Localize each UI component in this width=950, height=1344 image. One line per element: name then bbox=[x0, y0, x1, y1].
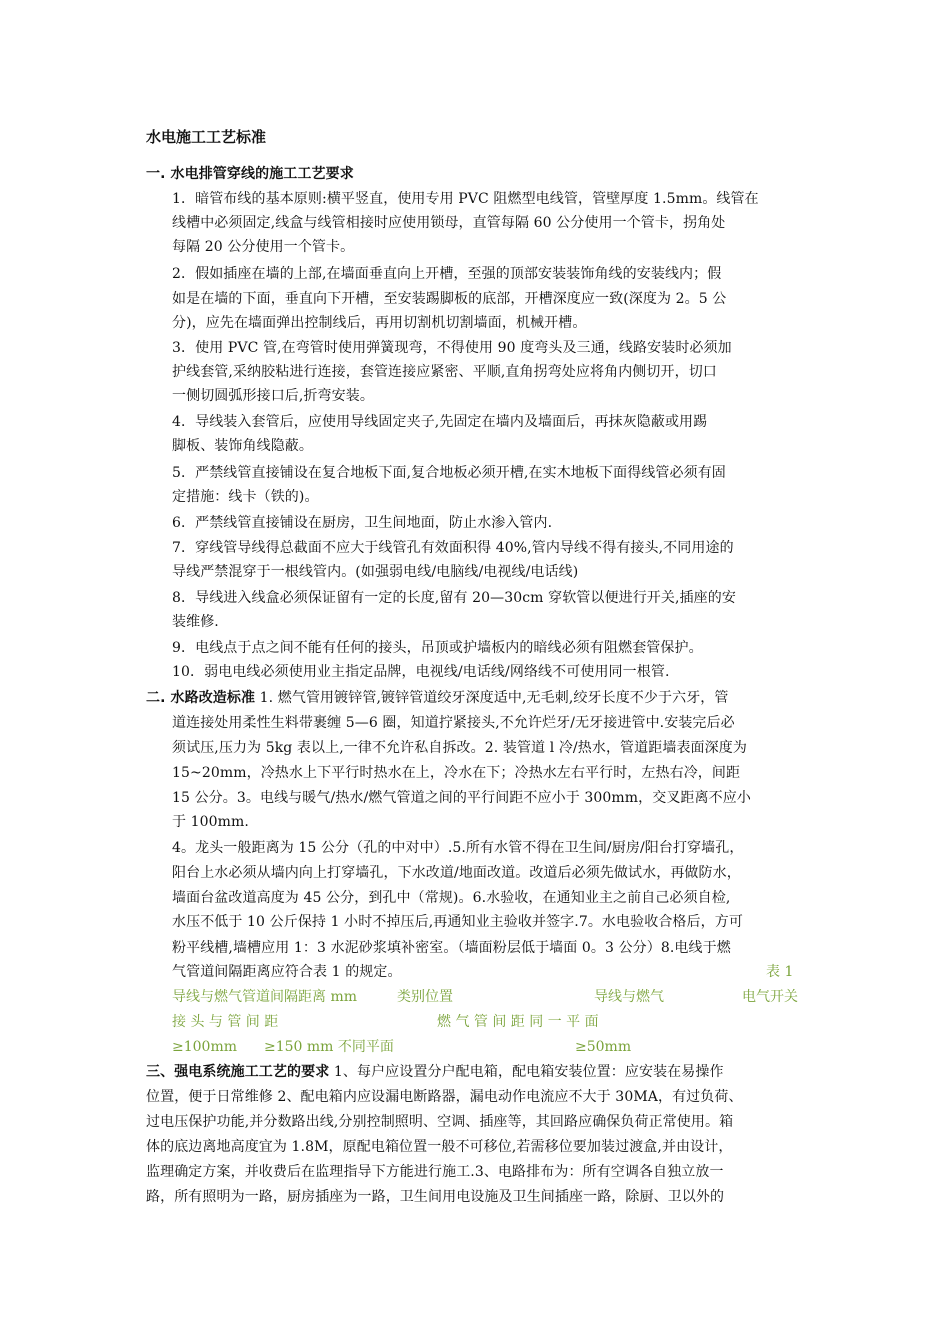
section-2-heading: 二. 水路改造标准 bbox=[146, 690, 256, 706]
paragraph-line: 9．电线点于点之间不能有任何的接头，吊顶或护墙板内的暗线必须有阻燃套管保护。 bbox=[172, 640, 703, 656]
paragraph-line: 15 公分。3。电线与暖气/热水/燃气管道之间的平行间距不应小于 300mm，交叉距离不应小 bbox=[172, 790, 751, 806]
paragraph-line: 10．弱电电线必须使用业主指定品牌，电视线/电话线/网络线不可使用同一根管. bbox=[172, 664, 670, 680]
table-cell: ≥100mm bbox=[172, 1039, 238, 1055]
paragraph-line: 线槽中必须固定,线盒与线管相接时应使用锁母，直管每隔 60 公分使用一个管卡，拐角处 bbox=[172, 215, 726, 231]
section-3-heading: 三、强电系统施工工艺的要求 bbox=[146, 1064, 330, 1080]
paragraph-line: 2．假如插座在墙的上部,在墙面垂直向上开槽，至强的顶部安装装饰角线的安装线内；假 bbox=[172, 266, 722, 282]
paragraph-line: 阳台上水必须从墙内向上打穿墙孔，下水改道/地面改道。改道后必须先做试水，再做防水， bbox=[172, 865, 741, 881]
paragraph-line: 过电压保护功能,并分数路出线,分别控制照明、空调、插座等，其回路应确保负荷正常使用。箱 bbox=[146, 1114, 734, 1130]
paragraph-line: 墙面台盆改道高度为 45 公分，到孔中（常规)。6.水验收，在通知业主之前自己必须自检, bbox=[172, 890, 731, 906]
doc-title: 水电施工工艺标准 bbox=[146, 128, 267, 146]
paragraph-line: 1．暗管布线的基本原则:横平竖直，使用专用 PVC 阻燃型电线管，管壁厚度 1.5mm。线管在 bbox=[172, 191, 759, 207]
paragraph-line: 如是在墙的下面，垂直向下开槽，至安装踢脚板的底部，开槽深度应一致(深度为 2。5 公 bbox=[172, 291, 727, 307]
paragraph-line: 于 100mm. bbox=[172, 814, 249, 830]
paragraph-line: 装维修. bbox=[172, 614, 219, 630]
paragraph-line: 导线严禁混穿于一根线管内。(如强弱电线/电脑线/电视线/电话线) bbox=[172, 564, 579, 580]
table-cell: 类别位置 bbox=[397, 989, 453, 1005]
paragraph-line: 5．严禁线管直接铺设在复合地板下面,复合地板必须开槽,在实木地板下面得线管必须有固 bbox=[172, 465, 726, 481]
table-cell: 电气开关 bbox=[742, 989, 798, 1005]
paragraph-line: 4．导线装入套管后，应使用导线固定夹子,先固定在墙内及墙面后，再抹灰隐蔽或用踢 bbox=[172, 414, 708, 430]
table-cell: 燃 气 管 间 距 同 一 平 面 bbox=[437, 1014, 599, 1030]
paragraph-line: 3．使用 PVC 管,在弯管时使用弹簧现弯，不得使用 90 度弯头及三通，线路安装时必须加 bbox=[172, 340, 732, 356]
paragraph-line: 护线套管,采纳胶粘进行连接，套管连接应紧密、平顺,直角拐弯处应将角内侧切开，切口 bbox=[172, 364, 717, 380]
paragraph-line: 须试压,压力为 5kg 表以上,一律不允许私自拆改。2. 装管道 l 冷/热水，管道距墙表面深度为 bbox=[172, 740, 747, 756]
paragraph-text: 1、每户应设置分户配电箱，配电箱安装位置：应安装在易操作 bbox=[329, 1064, 724, 1080]
table-cell: ≥150 mm 不同平面 bbox=[264, 1039, 394, 1055]
paragraph-line: 一侧切圆弧形接口后,折弯安装。 bbox=[172, 388, 374, 404]
paragraph-line: 4。龙头一般距离为 15 公分（孔的中对中）.5.所有水管不得在卫生间/厨房/阳台打穿墙孔， bbox=[172, 840, 744, 856]
paragraph-line: 水压不低于 10 公斤保持 1 小时不掉压后,再通知业主验收并签字.7。水电验收合格后，方可 bbox=[172, 914, 743, 930]
paragraph-line: 监理确定方案，并收费后在监理指导下方能进行施工.3、电路排布为：所有空调各自独立放一 bbox=[146, 1164, 724, 1180]
paragraph-text: 1. 燃气管用镀锌管,镀锌管道绞牙深度适中,无毛刺,绞牙长度不少于六牙，管 bbox=[255, 690, 729, 706]
table-cell: 接 头 与 管 间 距 bbox=[172, 1014, 279, 1030]
paragraph-line: 7．穿线管导线得总截面不应大于线管孔有效面积得 40%,管内导线不得有接头,不同用途的 bbox=[172, 540, 734, 556]
section-1-heading: 一. 水电排管穿线的施工工艺要求 bbox=[146, 166, 354, 182]
paragraph-line: 分)，应先在墙面弹出控制线后，再用切割机切割墙面，机械开槽。 bbox=[172, 315, 587, 331]
paragraph-line: 15~20mm，冷热水上下平行时热水在上，冷水在下；冷热水左右平行时，左热右冷，间距 bbox=[172, 765, 741, 781]
paragraph-line: 位置，便于日常维修 2、配电箱内应设漏电断路器，漏电动作电流应不大于 30MA，有过负荷、 bbox=[146, 1089, 743, 1105]
section-3-first-line bbox=[146, 1063, 724, 1081]
section-2-first-line bbox=[146, 689, 729, 707]
table-cell: 导线与燃气管道间隔距离 mm bbox=[172, 989, 358, 1005]
paragraph-line: 气管道间隔距离应符合表 1 的规定。 bbox=[172, 964, 402, 980]
table-cell: 导线与燃气 bbox=[594, 989, 664, 1005]
paragraph-line: 8．导线进入线盒必须保证留有一定的长度,留有 20—30cm 穿软管以便进行开关,插座的安 bbox=[172, 590, 736, 606]
table-cell: ≥50mm bbox=[575, 1039, 632, 1055]
paragraph-line: 6．严禁线管直接铺设在厨房，卫生间地面，防止水渗入管内. bbox=[172, 515, 553, 531]
paragraph-line: 脚板、装饰角线隐蔽。 bbox=[172, 438, 313, 454]
paragraph-line: 定措施：线卡（铁的)。 bbox=[172, 489, 319, 505]
table-caption: 表 1 bbox=[766, 964, 794, 980]
paragraph-line: 体的底边离地高度宜为 1.8M，原配电箱位置一般不可移位,若需移位要加装过渡盒,并由设计， bbox=[146, 1139, 733, 1155]
paragraph-line: 每隔 20 公分使用一个管卡。 bbox=[172, 239, 355, 255]
paragraph-line: 粉平线槽,墙槽应用 1：3 水泥砂浆填补密室。（墙面粉层低于墙面 0。3 公分）8.电线于燃 bbox=[172, 940, 731, 956]
paragraph-line: 路，所有照明为一路，厨房插座为一路，卫生间用电设施及卫生间插座一路，除厨、卫以外的 bbox=[146, 1189, 725, 1205]
paragraph-line: 道连接处用柔性生料带裹缠 5—6 圈，知道拧紧接头,不允许烂牙/无牙接进管中.安装完后必 bbox=[172, 715, 735, 731]
